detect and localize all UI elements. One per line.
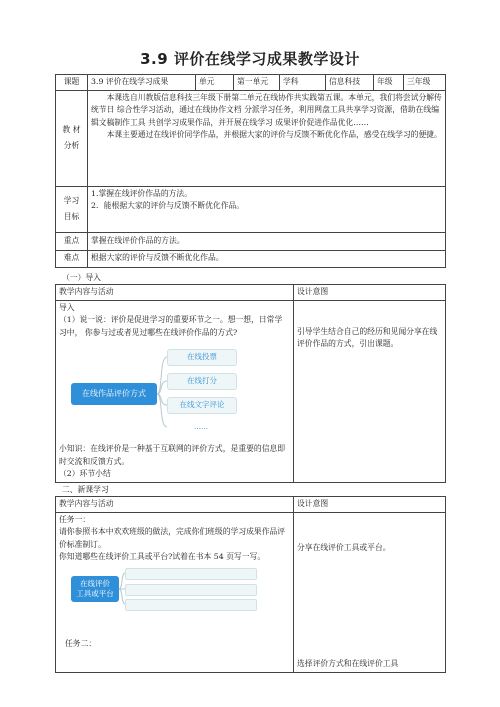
difficult-label: 难点 [56,250,88,267]
section-2-intent-2: 选择评价方式和在线评价工具 [297,659,399,668]
key-value: 掌握在线评价作品的方法。 [88,232,446,250]
task-1-line: 请你参照书本中欢欢班级的做法，完成你们班级的学习成果作品评价标准制订。 [59,527,286,549]
intro-line: 导入 [59,302,75,312]
subject-label: 学科 [280,75,326,91]
subject-value: 信息科技 [326,75,374,91]
grade-label: 年级 [374,75,404,91]
mindmap-node: 在线打分 [167,373,237,390]
section-2-intent-1: 分享在线评价工具或平台。 [297,542,391,552]
course-value: 3.9 评价在线学习成果 [88,75,196,91]
goal-item: 1.掌握在线评价作品的方法。 [91,188,193,198]
intro-line: （1）说一说：评价是促进学习的重要环节之一。想一想，日常学习中， 你参与过或者见过哪些在线评价作品的方式? [59,315,283,337]
task-1-line: 你知道哪些在线评价工具或平台?试着在书本 54 页写一写。 [59,552,266,561]
mindmap-node: 在线投票 [167,349,237,366]
difficult-value: 根据大家的评价与反馈不断优化作品。 [88,250,446,267]
mindmap-tools-main-node: 在线评价 工具或平台 [71,576,119,602]
analysis-paragraph-1: 本课选自川教版信息科技三年级下册第二单元在线协作共实践第五课。本单元，我们将尝试分解传统节日 综合性学习活动，通过在线协作文档 分派学习任务，利用网盘工具共享学习资源，借助在线编辑文稿制作工具 共创学习成果作品，并开展在线学习 成果评价促进作品优化…… [91,92,442,127]
mindmap-node: 在线文字评论 [167,397,237,414]
page-title: 3.9 评价在线学习成果教学设计 [140,50,360,68]
section-1-col2-header: 设计意图 [294,285,446,301]
summary-text: （2）环节小结 [59,469,111,478]
unit-label: 单元 [196,75,234,91]
section-1-col1-header: 教学内容与活动 [56,285,294,301]
course-label: 课题 [56,75,88,91]
unit-value: 第一单元 [234,75,280,91]
goal-item: 2．能根据大家的评价与反馈不断优化作品。 [91,201,245,210]
mindmap-evaluation-tools [59,564,290,610]
analysis-label: 教 材 分析 [56,90,88,186]
mindmap-evaluation-methods [59,339,290,443]
section-1-table [55,284,446,483]
grade-value: 三年级 [404,75,446,91]
analysis-paragraph-2: 本课主要通过在线评价同学作品，并根据大家的评价与反馈不断优化作品，感受在线学习的便捷。 [106,130,442,139]
task-2-title: 任务二： [65,638,97,648]
task-1-title: 任务一： [59,514,91,524]
mindmap-empty-node [125,568,257,580]
mindmap-empty-node [125,584,257,596]
section-2-col2-header: 设计意图 [294,497,446,513]
key-label: 重点 [56,232,88,250]
mindmap-more: …… [194,423,208,431]
mindmap-empty-node [125,599,257,611]
info-table [55,74,446,268]
section-1-intent: 引导学生结合自己的经历和见闻分享在线评价作品的方式，引出课题。 [297,326,438,348]
section-2-col1-header: 教学内容与活动 [56,497,294,513]
section-2-heading: 二、新课学习 [62,485,109,494]
section-2-table [55,496,446,673]
tip-text: 小知识：在线评价是一种基于互联网的评价方式，是重要的信息即时交流和反馈方式。 [59,444,286,466]
section-1-heading: （一）导入 [62,273,101,282]
goals-label: 学习 目标 [56,186,88,232]
mindmap-main-node: 在线作品评价方式 [71,383,157,405]
